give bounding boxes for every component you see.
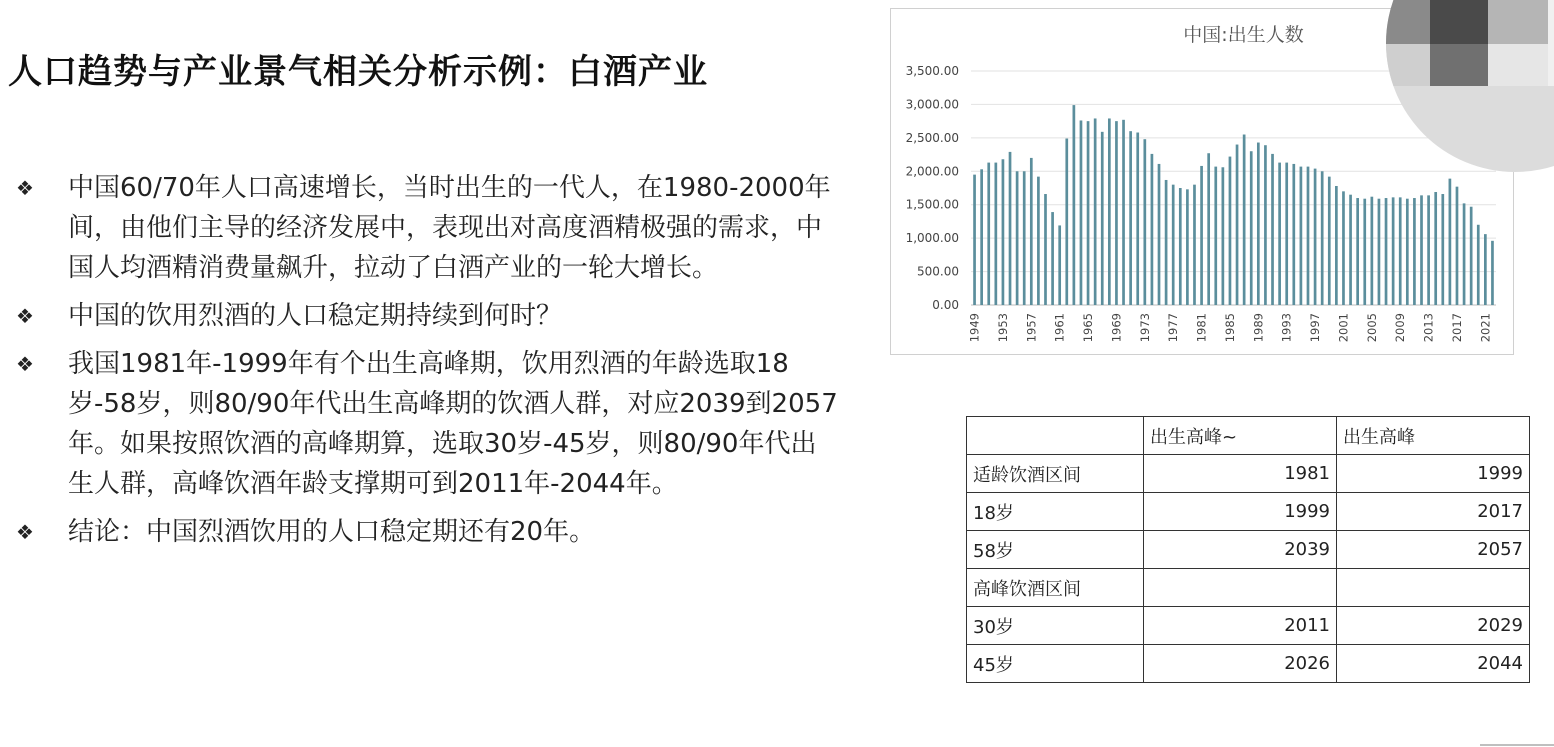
table-cell: 2029 — [1337, 607, 1530, 645]
x-tick-label: 2017 — [1449, 313, 1464, 343]
y-tick-label: 3,000.00 — [905, 97, 959, 112]
table-cell: 2011 — [1144, 607, 1337, 645]
bar — [1179, 188, 1182, 305]
bar — [1030, 158, 1033, 305]
bar — [1044, 194, 1047, 305]
bar — [1080, 120, 1083, 305]
bullet-text: 我国1981年-1999年有个出生高峰期，饮用烈酒的年龄选取18岁-58岁，则80/90年代出生高峰期的饮酒人群，对应2039到2057年。如果按照饮酒的高峰期算，选取30岁-45岁，则80/90年代出生人群，高峰饮酒年龄支撑期可到2011年-2044年。 — [68, 349, 838, 499]
y-tick-label: 2,500.00 — [905, 130, 959, 145]
bar — [1484, 234, 1487, 305]
diamond-bullet-icon: ❖ — [16, 176, 34, 200]
bar — [980, 169, 983, 305]
drinking-age-table — [966, 416, 1530, 683]
table-cell: 2017 — [1337, 493, 1530, 531]
table-header-row — [967, 417, 1530, 455]
bar — [1172, 185, 1175, 305]
bar — [1136, 133, 1139, 305]
table-cell: 18岁 — [967, 493, 1144, 531]
bar — [1292, 164, 1295, 305]
slide-title: 人口趋势与产业景气相关分析示例：白酒产业 — [8, 52, 708, 92]
bar — [1065, 139, 1068, 305]
bar — [1023, 171, 1026, 305]
bar — [1129, 131, 1132, 305]
bar — [1300, 167, 1303, 305]
bullet-item — [10, 168, 840, 288]
bullet-text: 中国60/70年人口高速增长，当时出生的一代人，在1980-2000年间，由他们主导的经济发展中，表现出对高度酒精极强的需求，中国人均酒精消费量飙升，拉动了白酒产业的一轮大增长。 — [68, 173, 831, 283]
bar — [1016, 171, 1019, 305]
bar — [1236, 145, 1239, 305]
bullet-text: 结论：中国烈酒饮用的人口稳定期还有20年。 — [68, 517, 596, 547]
x-tick-label: 1953 — [995, 313, 1010, 343]
table-cell: 2026 — [1144, 645, 1337, 683]
x-tick-label: 2009 — [1393, 313, 1408, 343]
decorative-divider — [1480, 744, 1554, 746]
table-row — [967, 569, 1530, 607]
x-tick-label: 2021 — [1478, 313, 1493, 343]
table-cell — [1144, 569, 1337, 607]
y-tick-label: 3,500.00 — [905, 64, 959, 78]
bar — [1271, 154, 1274, 305]
bar — [1321, 171, 1324, 305]
bar — [1349, 195, 1352, 305]
bar — [1470, 207, 1473, 305]
x-tick-label: 1973 — [1137, 313, 1152, 343]
x-tick-label: 1957 — [1024, 313, 1039, 343]
bar — [1229, 157, 1232, 305]
bar — [987, 163, 990, 305]
bar — [1002, 159, 1005, 305]
bar — [1101, 132, 1104, 305]
table-cell: 高峰饮酒区间 — [967, 569, 1144, 607]
bar — [1328, 177, 1331, 305]
bar — [1441, 194, 1444, 305]
diamond-bullet-icon: ❖ — [16, 352, 34, 376]
bar — [1392, 197, 1395, 305]
table-header-cell — [967, 417, 1144, 455]
table-cell — [1337, 569, 1530, 607]
table-cell: 1999 — [1144, 493, 1337, 531]
bar — [1399, 197, 1402, 305]
bar — [1108, 118, 1111, 305]
table-cell: 2057 — [1337, 531, 1530, 569]
bar — [1378, 199, 1381, 305]
bar — [1427, 195, 1430, 305]
bar — [1158, 164, 1161, 305]
x-tick-label: 1949 — [967, 313, 982, 343]
bar — [1009, 152, 1012, 305]
x-tick-label: 1961 — [1052, 313, 1067, 343]
bar — [1278, 163, 1281, 305]
table-row — [967, 645, 1530, 683]
table-row — [967, 607, 1530, 645]
bar — [1243, 135, 1246, 305]
x-tick-label: 1965 — [1081, 313, 1096, 343]
bar — [1214, 167, 1217, 305]
bar — [1037, 177, 1040, 305]
x-tick-label: 1997 — [1308, 313, 1323, 343]
chart-title: 中国:出生人数 — [1183, 24, 1304, 46]
bullet-item — [10, 296, 840, 336]
x-tick-label: 1989 — [1251, 313, 1266, 343]
bar — [1491, 241, 1494, 305]
bar — [1115, 121, 1118, 305]
y-tick-label: 500.00 — [917, 264, 959, 279]
table-header-cell: 出生高峰 — [1337, 417, 1530, 455]
bullet-list — [10, 168, 840, 560]
x-tick-label: 2001 — [1336, 313, 1351, 343]
bar — [1285, 163, 1288, 305]
decorative-corner-graphic — [1378, 0, 1554, 172]
x-tick-label: 2005 — [1364, 313, 1379, 343]
y-tick-label: 1,500.00 — [905, 197, 959, 212]
bullet-item — [10, 344, 840, 504]
x-tick-label: 1969 — [1109, 313, 1124, 343]
table-cell: 45岁 — [967, 645, 1144, 683]
diamond-bullet-icon: ❖ — [16, 304, 34, 328]
bar — [1363, 199, 1366, 305]
bar — [1406, 199, 1409, 305]
x-tick-label: 1977 — [1166, 313, 1181, 343]
x-tick-label: 1993 — [1279, 313, 1294, 343]
bar — [1051, 212, 1054, 305]
table-cell: 2044 — [1337, 645, 1530, 683]
bar — [1165, 180, 1168, 305]
table-cell: 适龄饮酒区间 — [967, 455, 1144, 493]
bar — [1094, 118, 1097, 305]
bar — [1449, 179, 1452, 305]
bar — [1420, 195, 1423, 305]
bar — [1073, 105, 1076, 305]
x-tick-label: 1981 — [1194, 313, 1209, 343]
bar — [1356, 198, 1359, 305]
bar — [1250, 151, 1253, 305]
x-tick-label: 2013 — [1421, 313, 1436, 343]
bar — [1413, 198, 1416, 305]
bar — [1370, 197, 1373, 305]
bar — [994, 163, 997, 305]
bar — [1314, 169, 1317, 305]
bar — [1257, 143, 1260, 305]
bullet-text: 中国的饮用烈酒的人口稳定期持续到何时？ — [68, 301, 563, 331]
table-cell: 1981 — [1144, 455, 1337, 493]
bar — [1434, 192, 1437, 305]
bar — [1193, 185, 1196, 305]
bullet-item — [10, 512, 840, 552]
table-row — [967, 493, 1530, 531]
bar — [1143, 139, 1146, 305]
table-row — [967, 455, 1530, 493]
bar — [1151, 154, 1154, 305]
bar — [1207, 153, 1210, 305]
bar — [1087, 121, 1090, 305]
bar — [1335, 186, 1338, 305]
bar — [1463, 203, 1466, 305]
diamond-bullet-icon: ❖ — [16, 520, 34, 544]
bar — [1307, 167, 1310, 305]
table-cell: 30岁 — [967, 607, 1144, 645]
y-tick-label: 2,000.00 — [905, 164, 959, 179]
bar — [1385, 198, 1388, 305]
table-header-cell: 出生高峰~ — [1144, 417, 1337, 455]
table-cell: 58岁 — [967, 531, 1144, 569]
table-row — [967, 531, 1530, 569]
bar — [1200, 166, 1203, 305]
table-cell: 1999 — [1337, 455, 1530, 493]
y-tick-label: 1,000.00 — [905, 231, 959, 246]
y-tick-label: 0.00 — [932, 298, 959, 312]
bar — [1186, 189, 1189, 305]
bar — [1456, 187, 1459, 305]
decorative-disc — [1386, 0, 1554, 172]
bar — [1342, 191, 1345, 305]
bar — [1058, 225, 1061, 305]
table-cell: 2039 — [1144, 531, 1337, 569]
bar — [1122, 120, 1125, 305]
x-tick-label: 1985 — [1222, 313, 1237, 343]
bar — [1477, 225, 1480, 305]
bar — [1222, 167, 1225, 305]
bar — [1264, 145, 1267, 305]
bar — [973, 175, 976, 305]
